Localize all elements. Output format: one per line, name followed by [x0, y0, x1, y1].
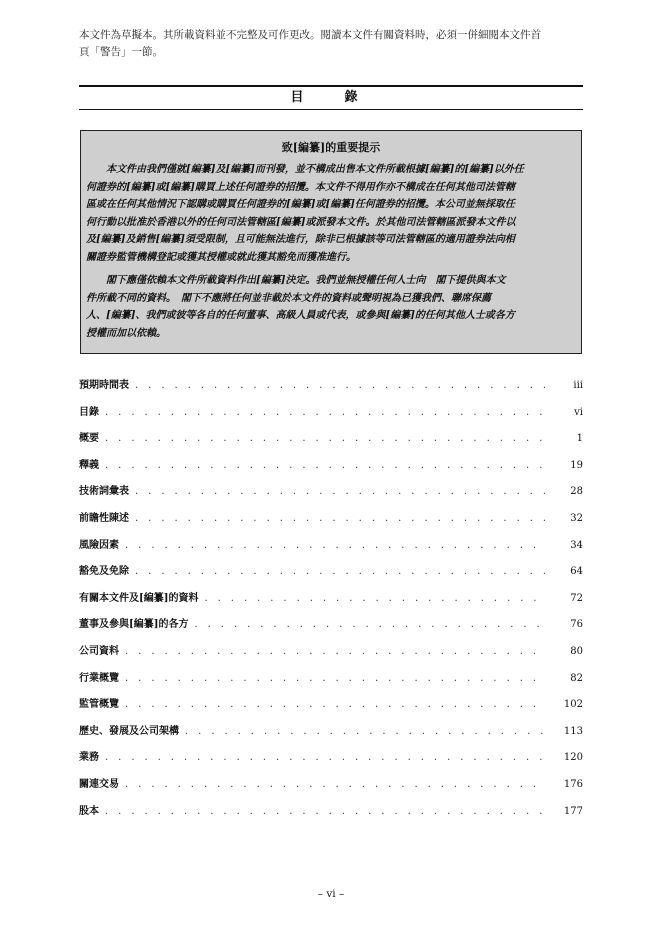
- toc-entry[interactable]: [79, 669, 583, 696]
- table-of-contents: [79, 376, 583, 828]
- leader-dots: [125, 673, 545, 684]
- toc-entry[interactable]: [79, 748, 583, 775]
- leader-dots: [135, 380, 545, 391]
- toc-label[interactable]: 概要: [79, 433, 99, 445]
- leader-dots: [125, 540, 545, 551]
- draft-warning-header: [79, 27, 589, 61]
- leader-dots: [105, 407, 545, 418]
- toc-entry[interactable]: [79, 482, 583, 509]
- leader-dots: [135, 566, 545, 577]
- toc-page-number: 34: [570, 539, 583, 551]
- notice-line: 及[編纂]及銷售[編纂]須受限制，且可能無法進行，除非已根據該等司法管轄區的適用證券法向相: [86, 234, 515, 245]
- toc-label[interactable]: 風險因素: [79, 539, 119, 551]
- leader-dots: [125, 779, 544, 790]
- header-line: 頁「警告」一節。: [79, 46, 163, 58]
- leader-dots: [105, 460, 545, 471]
- toc-page-number: 80: [570, 645, 583, 657]
- toc-label[interactable]: 董事及參與[編纂]的各方: [79, 619, 189, 631]
- toc-entry[interactable]: [79, 562, 583, 589]
- toc-page-number: 176: [563, 778, 583, 790]
- toc-entry[interactable]: [79, 775, 583, 802]
- header-line: 本文件為草擬本。其所載資料並不完整及可作更改。閱讀本文件有關資料時，必須一併細閱本文件首: [79, 29, 541, 41]
- toc-label[interactable]: 技術詞彙表: [79, 486, 129, 498]
- leader-dots: [105, 806, 544, 817]
- leader-dots: [185, 726, 544, 737]
- toc-entry[interactable]: [79, 642, 583, 669]
- leader-dots: [105, 752, 544, 763]
- notice-line: 閣下應僅依賴本文件所載資料作出[編纂]決定。我們並無授權任何人士向 閣下提供與本文: [106, 275, 506, 286]
- toc-label[interactable]: 行業概覽: [79, 672, 119, 684]
- notice-heading: 致[編纂]的重要提示: [281, 141, 381, 154]
- toc-entry[interactable]: [79, 722, 583, 749]
- page-number: – vi –: [317, 888, 345, 900]
- toc-label[interactable]: 預期時間表: [79, 380, 129, 391]
- notice-line: 關證券監管機構登記或獲其授權或就此獲其豁免而獲准進行。: [86, 251, 356, 263]
- toc-entry[interactable]: [79, 376, 583, 403]
- leader-dots: [204, 593, 545, 604]
- notice-line: 人、[編纂]、我們或彼等各自的任何董事、高級人員或代表，或參與[編纂]的任何其他人士或各方: [86, 310, 515, 321]
- toc-label[interactable]: 公司資料: [79, 645, 119, 657]
- toc-page-number: 113: [563, 725, 583, 737]
- toc-label[interactable]: 前瞻性陳述: [79, 512, 129, 524]
- toc-page-number: 32: [570, 512, 583, 524]
- toc-entry[interactable]: [79, 403, 583, 430]
- toc-page-number: 72: [570, 592, 583, 604]
- important-notice-box: [80, 130, 582, 354]
- toc-entry[interactable]: [79, 695, 583, 722]
- leader-dots: [125, 699, 544, 710]
- toc-label[interactable]: 目錄: [79, 406, 99, 418]
- toc-entry[interactable]: [79, 536, 583, 563]
- toc-label[interactable]: 業務: [79, 752, 99, 764]
- toc-page-number: vi: [574, 406, 583, 418]
- toc-entry[interactable]: [79, 509, 583, 536]
- toc-page-number: 76: [570, 619, 583, 631]
- toc-entry[interactable]: [79, 456, 583, 483]
- toc-label[interactable]: 關連交易: [79, 778, 119, 790]
- toc-page-number: 19: [570, 459, 583, 471]
- notice-line: 何行動以批准於香港以外的任何司法管轄區[編纂]或派發本文件。於其他司法管轄區派發本文件以: [86, 216, 516, 228]
- toc-label[interactable]: 歷史、發展及公司架構: [79, 725, 179, 737]
- notice-line: 何證券的[編纂]或[編纂]購買上述任何證券的招攬。本文件不得用作亦不構成在任何其他司法管轄: [86, 181, 515, 193]
- toc-label[interactable]: 股本: [79, 805, 99, 817]
- notice-line: 區或在任何其他情況下認購或購買任何證券的[編纂]或[編纂]任何證券的招攬。本公司並無採取任: [86, 199, 515, 210]
- leader-dots: [135, 486, 545, 497]
- toc-label[interactable]: 釋義: [79, 459, 99, 471]
- toc-page-number: 120: [563, 752, 583, 764]
- toc-label[interactable]: 監管概覽: [79, 699, 119, 711]
- toc-page-number: 1: [576, 433, 583, 445]
- toc-entry[interactable]: [79, 429, 583, 456]
- toc-page-number: 82: [570, 672, 583, 684]
- toc-page-number: 28: [570, 486, 583, 498]
- toc-label[interactable]: 有關本文件及[編纂]的資料: [79, 592, 199, 604]
- notice-line: 件所載不同的資料。 閣下不應將任何並非載於本文件的資料或聲明視為已獲我們、聯席保薦: [86, 292, 491, 304]
- page-title: 目 錄: [290, 90, 372, 105]
- toc-entry[interactable]: [79, 802, 583, 829]
- toc-page-number: 177: [563, 805, 583, 817]
- title-bar: [79, 85, 583, 110]
- leader-dots: [194, 619, 545, 630]
- notice-paragraph: [86, 272, 576, 342]
- leader-dots: [105, 433, 545, 444]
- leader-dots: [135, 513, 545, 524]
- toc-page-number: 102: [563, 699, 583, 711]
- toc-label[interactable]: 豁免及免除: [79, 566, 129, 578]
- notice-line: 本文件由我們僅就[編纂]及[編纂]而刊發，並不構成出售本文件所載根據[編纂]的[編纂]以外任: [106, 164, 524, 175]
- toc-entry[interactable]: [79, 615, 583, 642]
- notice-paragraph: [86, 161, 576, 266]
- toc-entry[interactable]: [79, 589, 583, 616]
- notice-line: 授權而加以依賴。: [86, 327, 166, 339]
- toc-page-number: 64: [570, 566, 583, 578]
- toc-page-number: iii: [573, 380, 583, 391]
- leader-dots: [125, 646, 545, 657]
